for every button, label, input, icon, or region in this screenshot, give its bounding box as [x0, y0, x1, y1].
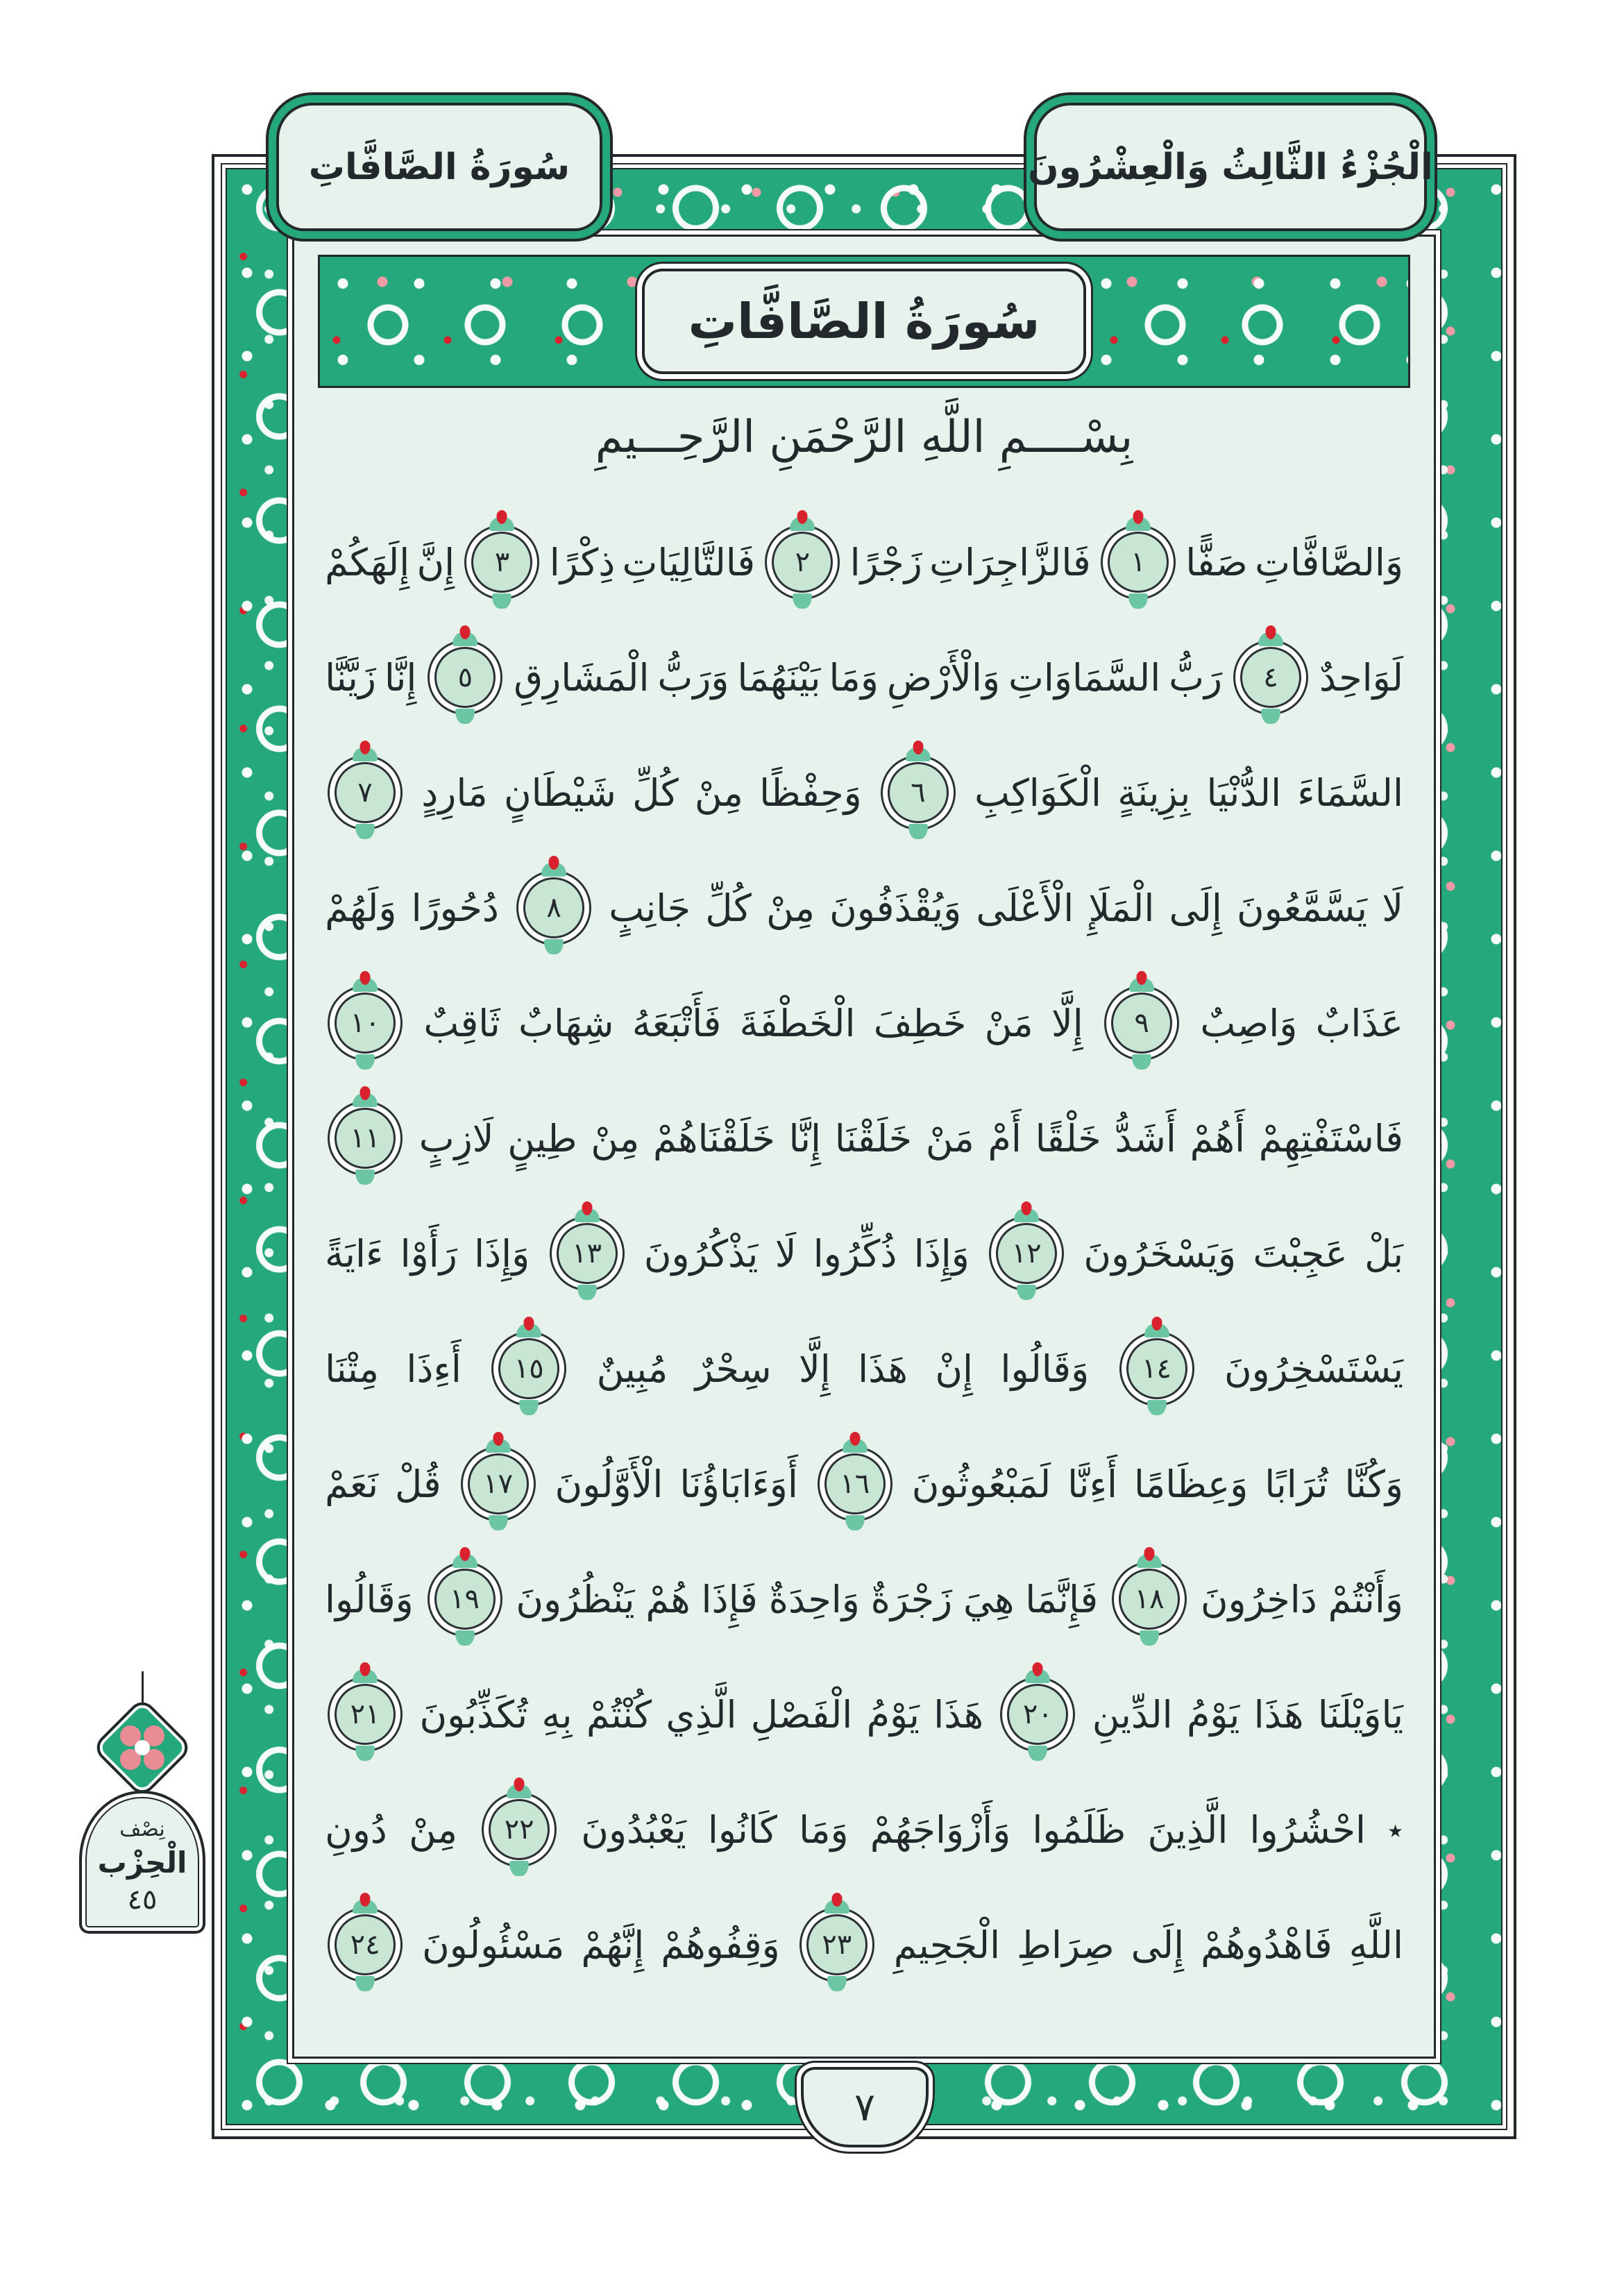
word: مَسْئُولُونَ [422, 1923, 565, 1967]
word: السَّمَاءَ [1297, 770, 1403, 815]
quran-line-1 [325, 505, 1403, 620]
word: خَطِفَ [873, 1001, 967, 1045]
hizb-flower-icon [91, 1696, 193, 1798]
aya-number: ٢٠ [1022, 1698, 1053, 1730]
word: مِنْ [408, 1807, 458, 1852]
word: فَاهْدُوهُمْ [1201, 1923, 1332, 1967]
word: ذِكْرًا [549, 540, 616, 584]
aya-marker-١٩ [434, 1569, 496, 1630]
aya-number: ٧ [357, 777, 373, 809]
quran-line-3 [325, 735, 1403, 850]
word: هَذَا [858, 1347, 908, 1391]
word: رَبُّ [1169, 655, 1223, 700]
word: إِنَّهُمْ [581, 1923, 645, 1967]
aya-number: ٢ [795, 546, 811, 578]
word: الْفَصْلِ [750, 1692, 853, 1737]
quran-line-12 [325, 1772, 1403, 1887]
quran-line-8 [325, 1311, 1403, 1426]
word: وَالْأَرْضِ [886, 655, 1001, 700]
aya-marker-٢ [772, 532, 833, 593]
word: ءَايَةً [325, 1231, 384, 1276]
word: إِنْ [935, 1347, 974, 1391]
word: كُلِّ [705, 886, 752, 930]
word: إِلَّا [798, 1347, 831, 1391]
aya-marker-٦ [888, 762, 949, 823]
word: يَوْمُ [1186, 1692, 1240, 1737]
aya-number: ٣ [494, 546, 510, 578]
aya-marker-٧ [335, 762, 396, 823]
quran-line-4 [325, 850, 1403, 965]
word: إِلَى [1131, 1923, 1185, 1967]
word: يَسْتَسْخِرُونَ [1224, 1347, 1403, 1391]
word: إِنَّا [788, 1116, 821, 1160]
hizb-number: ٤٥ [127, 1884, 158, 1916]
word: إِلَّا [1051, 1001, 1083, 1045]
word: وَإِذَا [913, 1231, 970, 1276]
word: أَوَءَابَاؤُنَا [679, 1462, 798, 1506]
word: ثَاقِبٌ [423, 1001, 500, 1045]
quran-line-13 [325, 1887, 1403, 2002]
word: وَعِظَامًا [1133, 1462, 1249, 1506]
word: فَإِنَّمَا [1025, 1577, 1099, 1621]
word: بِهِ [541, 1692, 573, 1737]
aya-number: ٨ [546, 892, 561, 924]
word: الَّذِينَ [1147, 1807, 1228, 1852]
word: طِينٍ [507, 1116, 577, 1160]
word: إِلَى [1169, 886, 1222, 930]
word: وَيُقْذَفُونَ [829, 886, 962, 930]
aya-marker-٨ [523, 877, 584, 938]
aya-number: ٥ [457, 661, 473, 693]
word: مِنْ [591, 1116, 640, 1160]
word: الْمَلَإِ [1088, 886, 1155, 930]
surah-title-cartouche [642, 269, 1086, 374]
word: شَيْطَانٍ [503, 770, 616, 815]
word: وَقَالُوا [325, 1577, 414, 1621]
word: هَذَا [1253, 1692, 1304, 1737]
aya-marker-٥ [434, 647, 496, 708]
word: وَكُنَّا [1344, 1462, 1403, 1506]
word: دَاخِرُونَ [1200, 1577, 1317, 1621]
aya-marker-١٢ [996, 1223, 1057, 1284]
word: لَا [1382, 886, 1403, 930]
word: وَإِذَا [474, 1231, 530, 1276]
word: وَقَالُوا [1000, 1347, 1090, 1391]
word: دُحُورًا [411, 886, 499, 930]
word: خَلْقًا [1035, 1116, 1101, 1160]
word: الْخَطْفَةَ [739, 1001, 856, 1045]
aya-number: ٤ [1263, 661, 1278, 693]
aya-number: ١٢ [1011, 1238, 1042, 1269]
word: مِتْنَا [325, 1347, 380, 1391]
word: يَعْبُدُونَ [581, 1807, 686, 1852]
word: اللَّهِ [1348, 1923, 1403, 1967]
word: الْكَوَاكِبِ [974, 770, 1101, 815]
word: دُونِ [325, 1807, 387, 1852]
word: فَإِذَا [701, 1577, 758, 1621]
word: تُرَابًا [1264, 1462, 1328, 1506]
word: الْأَعْلَى [976, 886, 1074, 930]
word: الدِّينِ [1092, 1692, 1173, 1737]
word: فَأَتْبَعَهُ [632, 1001, 722, 1045]
aya-number: ١٤ [1142, 1353, 1172, 1385]
word: لَا [775, 1231, 797, 1276]
word: السَّمَاوَاتِ [1008, 655, 1161, 700]
word: الْمَشَارِقِ [514, 655, 650, 700]
aya-marker-١ [1108, 532, 1169, 593]
aya-number: ١١ [350, 1122, 380, 1154]
aya-number: ٢٣ [822, 1929, 852, 1961]
word: خَلَقْنَا [834, 1116, 913, 1160]
word: سِحْرٌ [695, 1347, 772, 1391]
aya-marker-١١ [335, 1108, 396, 1169]
aya-number: ١ [1131, 546, 1146, 578]
surah-title-label: سُورَةُ الصَّافَّاتِ [688, 293, 1040, 350]
word: قُلْ [395, 1462, 441, 1506]
surah-title-band [318, 255, 1410, 388]
word: أَهُمْ [1190, 1116, 1246, 1160]
word: بِزِينَةٍ [1117, 770, 1191, 815]
word: تُكَذِّبُونَ [419, 1692, 528, 1737]
word: عَذَابٌ [1315, 1001, 1403, 1045]
rub-el-hizb-star-icon: ٭ [1387, 1812, 1403, 1847]
aya-marker-٤ [1240, 647, 1301, 708]
word: زَجْرَةٌ [870, 1577, 953, 1621]
hizb-marker [68, 1671, 217, 1934]
word: وَقِفُوهُمْ [661, 1923, 780, 1967]
word: وَاحِدَةٌ [768, 1577, 860, 1621]
word: مَارِدٍ [421, 770, 488, 815]
word: يَذْكُرُونَ [643, 1231, 759, 1276]
hizb-word-hizb: الْحِزْب [97, 1846, 187, 1880]
aya-number: ٩ [1134, 1007, 1149, 1039]
word: وَأَنْتُمْ [1328, 1577, 1403, 1621]
aya-marker-٢٢ [489, 1799, 550, 1860]
aya-marker-٢١ [335, 1684, 396, 1745]
word: هِيَ [963, 1577, 1015, 1621]
word: وَاصِبٌ [1200, 1001, 1298, 1045]
quran-line-11 [325, 1657, 1403, 1772]
word: كُلِّ [632, 770, 679, 815]
aya-marker-٢٠ [1007, 1684, 1068, 1745]
page-number-cartouche [801, 2067, 929, 2147]
quran-line-7 [325, 1196, 1403, 1311]
word: بَلْ [1364, 1231, 1403, 1276]
quran-line-5 [325, 965, 1403, 1081]
word: لَازِبٍ [418, 1116, 494, 1160]
aya-number: ١٧ [483, 1468, 514, 1500]
word: وَأَزْوَاجَهُمْ [870, 1807, 1011, 1852]
word: فَالزَّاجِرَاتِ [929, 540, 1091, 584]
word: وَرَبُّ [657, 655, 729, 700]
word: كُنْتُمْ [586, 1692, 652, 1737]
word: الْأَوَّلُونَ [555, 1462, 663, 1506]
aya-number: ٢٢ [504, 1814, 534, 1846]
aya-number: ٢١ [350, 1698, 380, 1730]
word: صِرَاطِ [1017, 1923, 1115, 1967]
word: وَالصَّافَّاتِ [1255, 540, 1403, 584]
quran-line-10 [325, 1542, 1403, 1657]
quran-line-6 [325, 1081, 1403, 1196]
aya-marker-٩ [1111, 993, 1172, 1054]
page-number: ٧ [854, 2084, 876, 2130]
bismillah: بِسْــــمِ اللَّهِ الرَّحْمَنِ الرَّحِـــيمِ [595, 412, 1133, 463]
aya-marker-١٥ [498, 1338, 559, 1399]
juz-header-label: الْجُزْءُ الثَّالِثُ وَالْعِشْرُونَ [1028, 146, 1433, 188]
word: أَءِذَا [406, 1347, 462, 1391]
word: ظَلَمُوا [1032, 1807, 1126, 1852]
aya-marker-١٣ [557, 1223, 618, 1284]
word: بَيْنَهُمَا [737, 655, 821, 700]
quran-line-2 [325, 620, 1403, 735]
word: جَانِبٍ [609, 886, 691, 930]
word: ذُكِّرُوا [813, 1231, 897, 1276]
word: الدُّنْيَا [1206, 770, 1282, 815]
word: يَنْظُرُونَ [516, 1577, 635, 1621]
word: أَمْ [988, 1116, 1022, 1160]
aya-marker-١٧ [468, 1453, 529, 1514]
juz-header-cartouche [1028, 103, 1433, 231]
aya-marker-١٤ [1126, 1338, 1187, 1399]
word: يَوْمُ [866, 1692, 920, 1737]
quran-lines [325, 505, 1403, 2002]
surah-header-cartouche [276, 103, 602, 231]
hizb-word-half: نِصْف [119, 1817, 165, 1841]
word: الْجَحِيمِ [893, 1923, 1001, 1967]
aya-marker-١٠ [335, 993, 396, 1054]
aya-marker-٢٤ [335, 1914, 396, 1975]
aya-number: ٢٤ [350, 1929, 380, 1961]
word: فَالتَّالِيَاتِ [622, 540, 756, 584]
page-content [292, 235, 1436, 2059]
word: وَحِفْظًا [759, 770, 862, 815]
word: وَلَهُمْ [325, 886, 397, 930]
word: فَاسْتَفْتِهِمْ [1258, 1116, 1403, 1160]
aya-number: ١٦ [840, 1468, 870, 1500]
word: مِنْ [765, 886, 815, 930]
aya-marker-٣ [471, 532, 532, 593]
hizb-cartouche [79, 1791, 205, 1934]
word: لَمَبْعُوثُونَ [911, 1462, 1051, 1506]
aya-marker-١٦ [824, 1453, 886, 1514]
aya-marker-٢٣ [806, 1914, 868, 1975]
word: وَيَسْخَرُونَ [1083, 1231, 1237, 1276]
word: لَوَاحِدٌ [1319, 655, 1403, 700]
aya-number: ١٨ [1134, 1583, 1165, 1615]
word: زَجْرًا [849, 540, 922, 584]
aya-number: ٦ [911, 777, 926, 809]
aya-number: ١٩ [450, 1583, 480, 1615]
aya-marker-١٨ [1119, 1569, 1180, 1630]
word: أَشَدُّ [1115, 1116, 1176, 1160]
word: إِنَّ [416, 540, 455, 584]
word: كَانُوا [707, 1807, 777, 1852]
word: مُبِينٌ [596, 1347, 668, 1391]
quran-line-9 [325, 1426, 1403, 1542]
aya-number: ١٣ [572, 1238, 602, 1269]
word: مَنْ [925, 1116, 974, 1160]
word: وَمَا [799, 1807, 849, 1852]
word: هَذَا [933, 1692, 984, 1737]
word: عَجِبْتَ [1253, 1231, 1348, 1276]
word: أَءِنَّا [1067, 1462, 1117, 1506]
word: مَنْ [984, 1001, 1033, 1045]
word: نَعَمْ [325, 1462, 379, 1506]
page-frame [212, 154, 1516, 2139]
word: خَلَقْنَاهُمْ [653, 1116, 775, 1160]
word: الَّذِي [666, 1692, 737, 1737]
word: هُمْ [645, 1577, 691, 1621]
word: يَسَّمَّعُونَ [1237, 886, 1368, 930]
word: احْشُرُوا [1249, 1807, 1366, 1852]
aya-number: ١٥ [514, 1353, 544, 1385]
word: وَمَا [829, 655, 879, 700]
surah-header-label: سُورَةُ الصَّافَّاتِ [308, 146, 570, 188]
aya-number: ١٠ [350, 1007, 380, 1039]
word: إِلَهَكُمْ [325, 540, 410, 584]
word: يَاوَيْلَنَا [1317, 1692, 1403, 1737]
word: مِنْ [694, 770, 743, 815]
word: صَفًّا [1185, 540, 1248, 584]
word: رَأَوْا [400, 1231, 457, 1276]
word: إِنَّا [384, 655, 417, 700]
word: شِهَابٌ [518, 1001, 614, 1045]
word: زَيَّنَّا [325, 655, 376, 700]
